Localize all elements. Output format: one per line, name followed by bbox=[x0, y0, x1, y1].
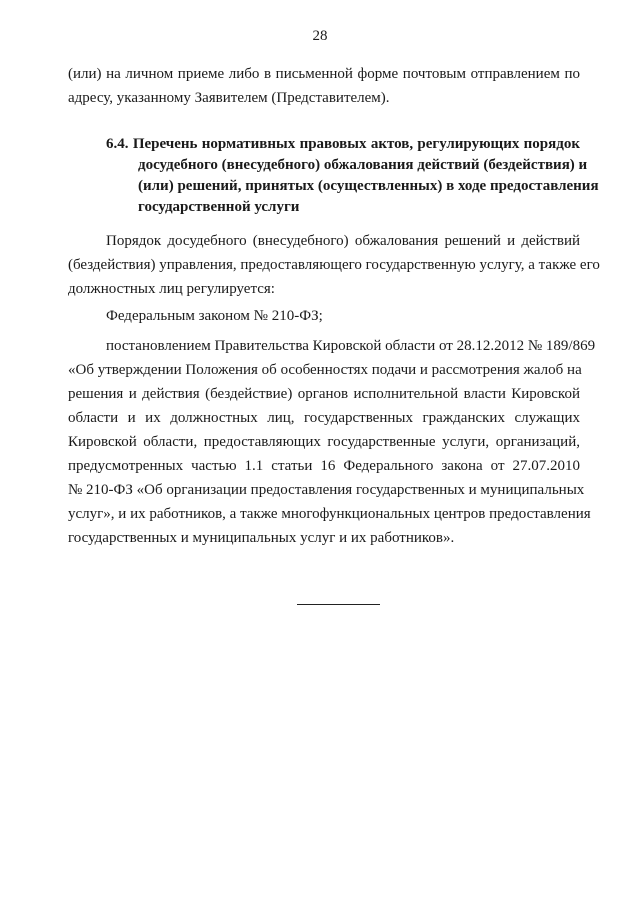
paragraph-line: № 210-ФЗ «Об организации предоставления государственных и муниципальных bbox=[68, 482, 585, 498]
paragraph-line: «Об утверждении Положения об особенностях подачи и рассмотрения жалоб на bbox=[68, 362, 582, 378]
intro-line: адресу, указанному Заявителем (Представителем). bbox=[68, 90, 390, 106]
heading-line: (или) решений, принятых (осуществленных) в ходе предоставления bbox=[138, 178, 599, 194]
paragraph-line: Кировской области, предоставляющих государственные услуги, организаций, bbox=[68, 434, 580, 450]
paragraph-resolution bbox=[68, 334, 596, 550]
paragraph-line: решения и действия (бездействие) органов исполнительной власти Кировской bbox=[68, 386, 580, 402]
paragraph-line: Порядок досудебного (внесудебного) обжалования решений и действий bbox=[106, 233, 580, 249]
paragraph-federal-law bbox=[68, 304, 580, 328]
end-separator-line bbox=[297, 604, 380, 605]
intro-line: (или) на личном приеме либо в письменной форме почтовым отправлением по bbox=[68, 66, 580, 82]
paragraph-line: постановлением Правительства Кировской области от 28.12.2012 № 189/869 bbox=[106, 338, 596, 354]
paragraph-line: Федеральным законом № 210-ФЗ; bbox=[106, 308, 323, 324]
paragraph-line: (бездействия) управления, предоставляющего государственную услугу, а также его bbox=[68, 257, 600, 273]
heading-line: досудебного (внесудебного) обжалования действий (бездействия) и bbox=[138, 157, 588, 173]
heading-line: 6.4. Перечень нормативных правовых актов, регулирующих порядок bbox=[106, 136, 580, 152]
paragraph-line: должностных лиц регулируется: bbox=[68, 281, 275, 297]
paragraph-line: области и их должностных лиц, государственных гражданских служащих bbox=[68, 410, 580, 426]
heading-line: государственной услуги bbox=[138, 199, 300, 215]
paragraph-line: государственных и муниципальных услуг и их работников». bbox=[68, 530, 455, 546]
paragraph-line: услуг», и их работников, а также многофункциональных центров предоставления bbox=[68, 506, 591, 522]
paragraph-procedure bbox=[68, 229, 600, 301]
section-heading bbox=[106, 134, 599, 218]
page-number: 28 bbox=[312, 28, 328, 44]
intro-paragraph bbox=[68, 62, 580, 110]
paragraph-line: предусмотренных частью 1.1 статьи 16 Федерального закона от 27.07.2010 bbox=[68, 458, 580, 474]
